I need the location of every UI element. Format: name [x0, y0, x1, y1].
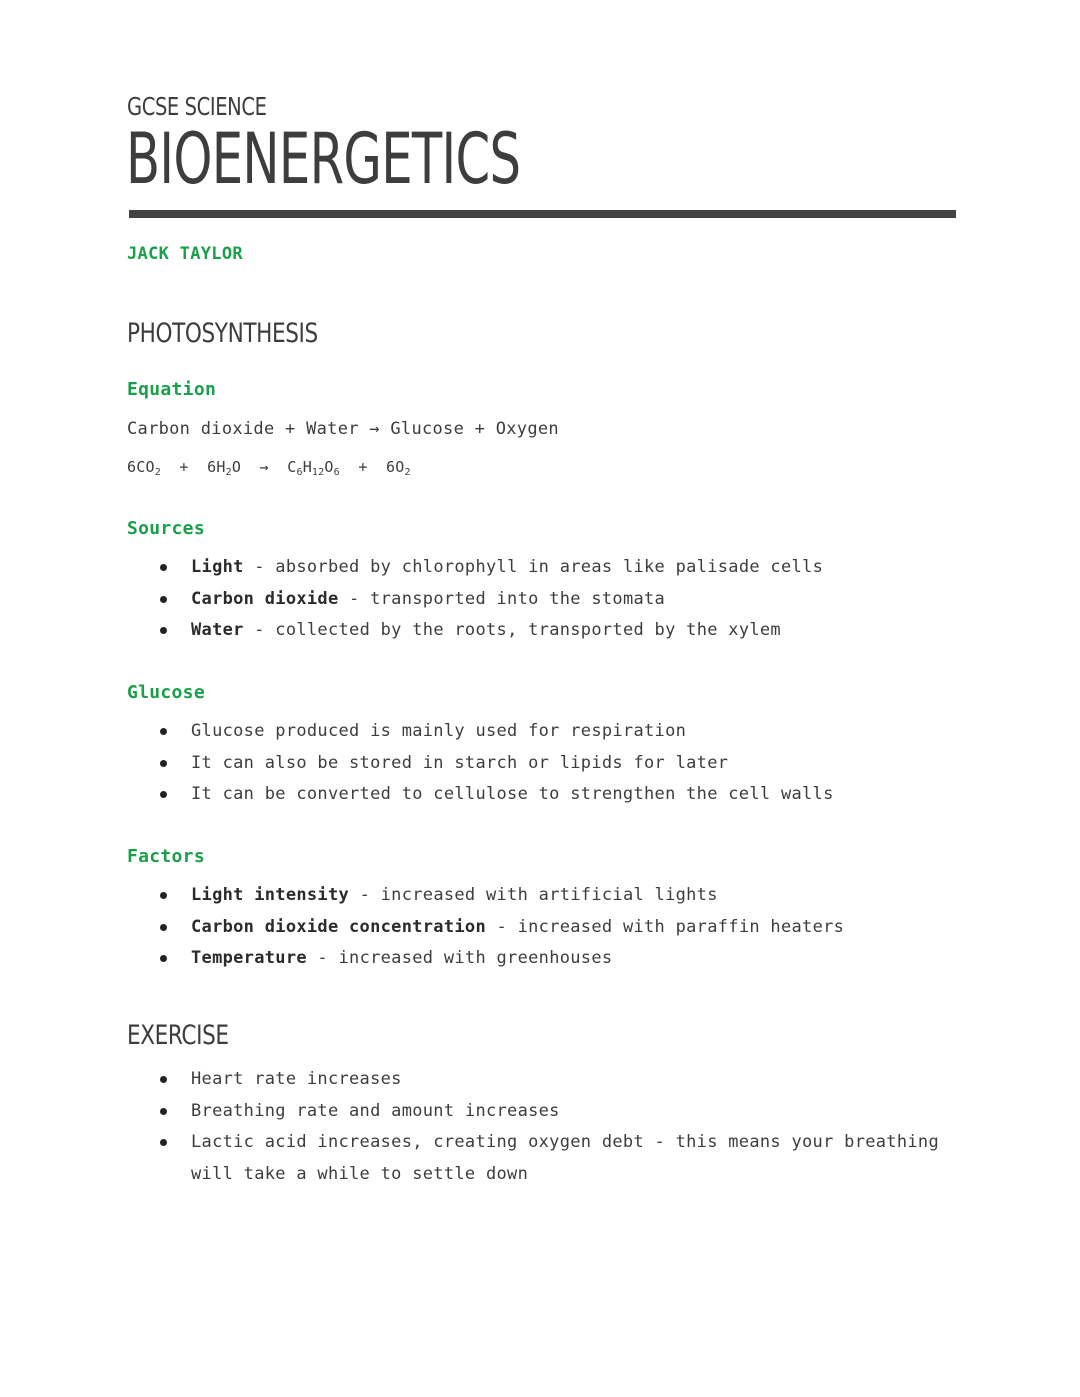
list-item [158, 779, 1038, 811]
list-separator: - [243, 557, 276, 577]
list-item [158, 943, 1038, 975]
list-text: Heart rate increases [191, 1069, 402, 1089]
list-term: Temperature [191, 948, 307, 969]
list-separator: - [306, 948, 339, 969]
section-heading-photosynthesis: PHOTOSYNTHESIS [127, 318, 318, 349]
list-item [158, 615, 1038, 647]
list-item [158, 552, 1038, 584]
list-term: Carbon dioxide [191, 588, 339, 609]
list-term: Carbon dioxide concentration [191, 916, 486, 937]
subheading-glucose: Glucose [127, 682, 205, 703]
list-text: It can also be stored in starch or lipids for later [191, 752, 729, 773]
list-text: collected by the roots, transported by the xylem [275, 620, 781, 641]
list-item [158, 912, 1038, 944]
list-text: It can be converted to cellulose to strengthen the cell walls [191, 784, 834, 805]
list-text: Lactic acid increases, creating oxygen debt - this means your breathing will take a while to settle down [191, 1132, 939, 1185]
list-text: Glucose produced is mainly used for respiration [191, 721, 687, 741]
list-item [158, 1096, 1038, 1128]
bullet-icon [160, 1108, 167, 1115]
subheading-factors: Factors [127, 846, 205, 867]
list-item [158, 880, 1038, 912]
factors-list [158, 880, 1038, 975]
list-separator: - [243, 620, 276, 641]
page-title: BIOENERGETICS [126, 118, 521, 200]
list-text: increased with paraffin heaters [517, 916, 845, 937]
list-text: increased with artificial lights [380, 885, 718, 905]
sources-list [158, 552, 1038, 647]
bullet-icon [160, 892, 167, 899]
list-text: Breathing rate and amount increases [191, 1100, 560, 1121]
section-heading-exercise: EXERCISE [127, 1020, 229, 1051]
list-item [158, 1127, 951, 1190]
author-name: JACK TAYLOR [127, 244, 243, 264]
bullet-icon [160, 1139, 167, 1146]
list-separator: - [485, 916, 518, 937]
list-item [158, 1064, 1038, 1096]
bullet-icon [160, 596, 167, 603]
list-item [158, 584, 1038, 616]
list-text: transported into the stomata [370, 588, 666, 609]
bullet-icon [160, 564, 167, 571]
list-item [158, 748, 1038, 780]
bullet-icon [160, 955, 167, 962]
subheading-sources: Sources [127, 518, 205, 539]
exercise-list [158, 1064, 1038, 1191]
symbol-equation: $6CO_2 + 6H_2O \to C_6H_{12}O_6 + 6O_2$ [127, 458, 411, 478]
list-separator: - [349, 885, 381, 905]
list-term: Light intensity [191, 885, 350, 905]
list-text: absorbed by chlorophyll in areas like palisade cells [275, 557, 824, 577]
list-term: Water [191, 620, 244, 641]
bullet-icon [160, 791, 167, 798]
list-separator: - [338, 588, 371, 609]
course-kicker: GCSE SCIENCE [127, 92, 267, 121]
list-text: increased with greenhouses [338, 948, 613, 969]
bullet-icon [160, 728, 167, 735]
bullet-icon [160, 760, 167, 767]
bullet-icon [160, 1076, 167, 1083]
list-term: Light [191, 557, 244, 577]
title-divider [129, 210, 956, 218]
list-item [158, 716, 1038, 748]
subheading-equation: Equation [127, 379, 217, 400]
word-equation: Carbon dioxide + Water → Glucose + Oxygen [127, 419, 559, 439]
bullet-icon [160, 627, 167, 634]
glucose-list [158, 716, 1038, 811]
bullet-icon [160, 924, 167, 931]
